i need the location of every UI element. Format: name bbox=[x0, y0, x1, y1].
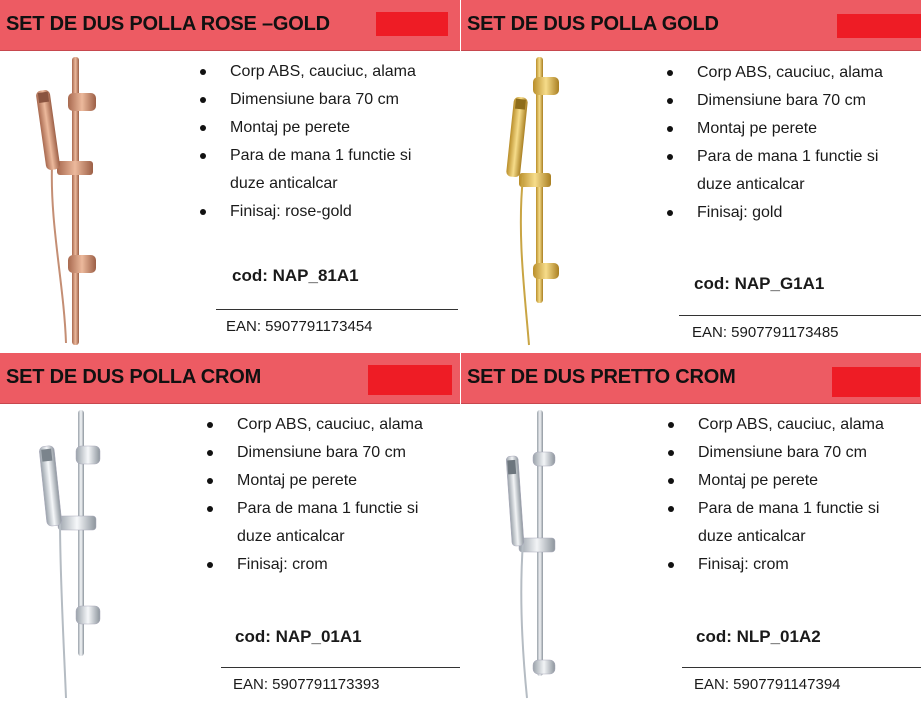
red-label-box bbox=[837, 14, 921, 38]
card-header bbox=[461, 0, 921, 51]
red-label-box bbox=[376, 12, 448, 36]
feature-item: Corp ABS, cauciuc, alama bbox=[203, 411, 453, 439]
feature-item: Finisaj: crom bbox=[203, 551, 453, 579]
shower-set-image bbox=[505, 408, 575, 700]
divider bbox=[679, 315, 921, 316]
feature-item: Finisaj: rose-gold bbox=[196, 198, 446, 226]
product-code: cod: NAP_G1A1 bbox=[694, 274, 825, 293]
feature-item: Dimensiune bara 70 cm bbox=[663, 87, 913, 115]
product-title: SET DE DUS POLLA GOLD bbox=[467, 13, 719, 35]
feature-item: Corp ABS, cauciuc, alama bbox=[196, 58, 446, 86]
ean-code: EAN: 5907791173393 bbox=[233, 676, 380, 693]
feature-item: Para de mana 1 functie si duze anticalcar bbox=[196, 142, 446, 198]
shower-set-image bbox=[34, 408, 114, 700]
feature-list bbox=[664, 411, 914, 579]
ean-code: EAN: 5907791173485 bbox=[692, 324, 839, 341]
card-header bbox=[0, 0, 460, 51]
product-code: cod: NAP_81A1 bbox=[232, 266, 359, 285]
product-card-pretto-chrome bbox=[461, 353, 921, 705]
feature-item: Para de mana 1 functie si duze anticalcar bbox=[203, 495, 453, 551]
product-code: cod: NLP_01A2 bbox=[696, 627, 821, 646]
product-title: SET DE DUS PRETTO CROM bbox=[467, 366, 736, 388]
divider bbox=[221, 667, 460, 668]
feature-item: Dimensiune bara 70 cm bbox=[203, 439, 453, 467]
feature-item: Corp ABS, cauciuc, alama bbox=[664, 411, 914, 439]
red-label-box bbox=[368, 365, 452, 395]
shower-set-image bbox=[30, 55, 110, 347]
divider bbox=[216, 309, 458, 310]
product-card-gold bbox=[461, 0, 921, 352]
feature-list bbox=[196, 58, 446, 226]
divider bbox=[682, 667, 921, 668]
feature-item: Corp ABS, cauciuc, alama bbox=[663, 59, 913, 87]
feature-item: Montaj pe perete bbox=[663, 115, 913, 143]
shower-set-image bbox=[503, 55, 573, 347]
card-header bbox=[461, 353, 921, 404]
product-title: SET DE DUS POLLA ROSE –GOLD bbox=[6, 13, 330, 35]
product-code: cod: NAP_01A1 bbox=[235, 627, 362, 646]
card-header bbox=[0, 353, 460, 404]
feature-item: Montaj pe perete bbox=[664, 467, 914, 495]
feature-item: Dimensiune bara 70 cm bbox=[664, 439, 914, 467]
feature-item: Para de mana 1 functie si duze anticalcar bbox=[663, 143, 913, 199]
feature-item: Dimensiune bara 70 cm bbox=[196, 86, 446, 114]
feature-item: Montaj pe perete bbox=[203, 467, 453, 495]
product-card-rose-gold bbox=[0, 0, 460, 352]
product-card-polla-chrome bbox=[0, 353, 460, 705]
feature-item: Finisaj: gold bbox=[663, 199, 913, 227]
feature-list bbox=[663, 59, 913, 227]
ean-code: EAN: 5907791173454 bbox=[226, 318, 373, 335]
feature-list bbox=[203, 411, 453, 579]
feature-item: Montaj pe perete bbox=[196, 114, 446, 142]
red-label-box bbox=[832, 367, 920, 397]
ean-code: EAN: 5907791147394 bbox=[694, 676, 841, 693]
feature-item: Para de mana 1 functie si duze anticalcar bbox=[664, 495, 914, 551]
product-title: SET DE DUS POLLA CROM bbox=[6, 366, 262, 388]
feature-item: Finisaj: crom bbox=[664, 551, 914, 579]
